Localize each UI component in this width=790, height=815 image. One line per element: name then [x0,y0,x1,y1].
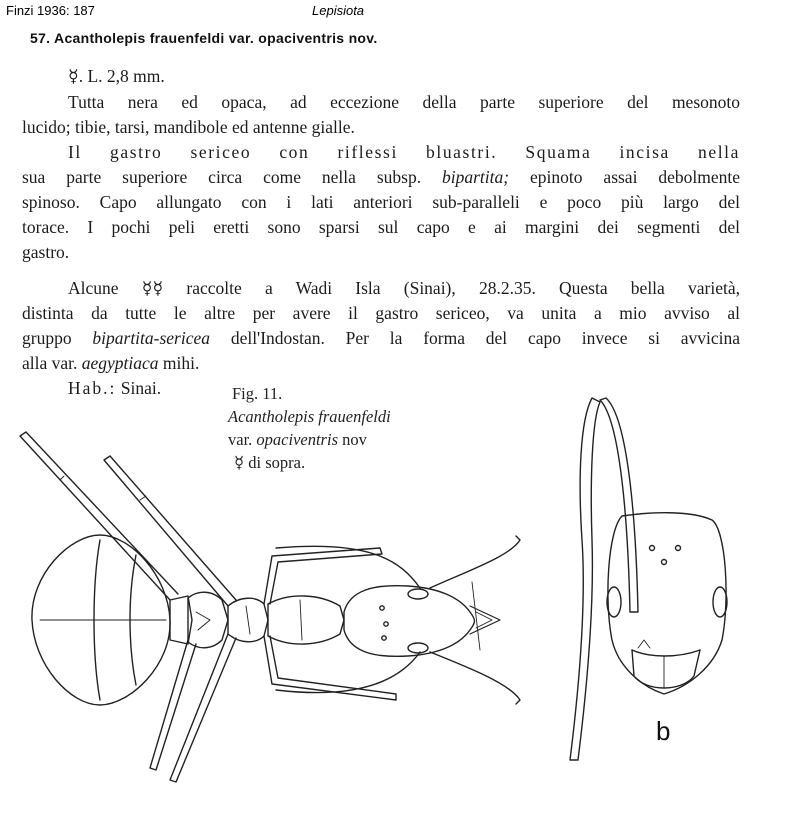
legs-lower [150,634,396,782]
head [344,586,500,657]
text-run: dell'Indostan. Per la forma del capo invece si avvicina [210,328,741,348]
habitat-value: Sinai. [120,378,162,398]
paragraph-morphology [22,140,740,265]
text-line: spinoso. Capo allungato con i lati anteriori sub-paralleli e poco più largo del [22,192,740,212]
text-line: Tutta nera ed opaca, ad eccezione della parte superiore del mesonoto [68,92,740,112]
habitat-label: Hab.: [68,378,117,398]
text-line: gastro. [22,242,70,262]
panel-b-label: b [656,716,671,746]
mandibles [632,650,700,688]
species-title: 57. Acantholepis frauenfeldi var. opaciventris nov. [30,30,378,46]
paragraph-coloration [22,90,740,140]
citation-header: Finzi 1936: 187 [6,3,95,18]
petiole [170,596,192,644]
taxon-italic: bipartita; [442,167,510,187]
paragraph-measurement [22,64,740,89]
text-run: epinoto assai debolmente [509,167,740,187]
genus-header: Lepisiota [312,3,365,18]
taxon-italic: aegyptiaca [81,353,159,373]
figure-taxon: Acantholepis frauenfeldi [228,407,391,426]
figure-variety-suffix: nov [338,430,367,449]
clypeus [632,650,700,656]
head-capsule [608,513,726,694]
head-frontal-figure [570,398,727,760]
text-line: torace. I pochi peli eretti sono sparsi sul capo e ai margini dei segmenti del [22,217,740,237]
gaster [32,535,170,705]
text-run: gruppo [22,328,93,348]
compound-eye-right [713,587,727,617]
text-line: Il gastro sericeo con riflessi bluastri. Squama incisa nella [68,142,740,162]
figure-number: Fig. 11. [232,384,283,403]
antenna-funiculus [600,398,638,612]
dorsal-view-figure [20,432,520,782]
figure-variety: opaciventris [256,430,338,449]
figure-caption [228,382,391,474]
text-line [22,165,740,190]
text-line: distinta da tutte le altre per avere il gastro sericeo, va unita a mio avviso al [22,303,740,323]
mesosoma [188,592,344,648]
text-line: lucido; tibie, tarsi, mandibole ed antenne gialle. [22,117,355,137]
taxon-italic: bipartita-sericea [92,328,211,348]
text-line [22,326,740,351]
habitat-line [68,378,161,399]
antennae [276,536,520,704]
text-line: Alcune ☿☿ raccolte a Wadi Isla (Sinai), 28.2.35. Questa bella varietà, [68,278,740,298]
text-line [22,351,740,376]
text-run: alla var. [22,353,82,373]
paragraph-material [22,276,740,376]
antenna-scape [570,398,600,760]
text-run: mihi. [158,353,200,373]
text-run: sua parte superiore circa come nella subsp. [22,167,442,187]
text-line: ☿. L. 2,8 mm. [68,66,165,86]
figure-variety-prefix: var. [228,430,257,449]
compound-eye-left [607,587,621,617]
figure-view: ☿ di sopra. [234,453,306,472]
